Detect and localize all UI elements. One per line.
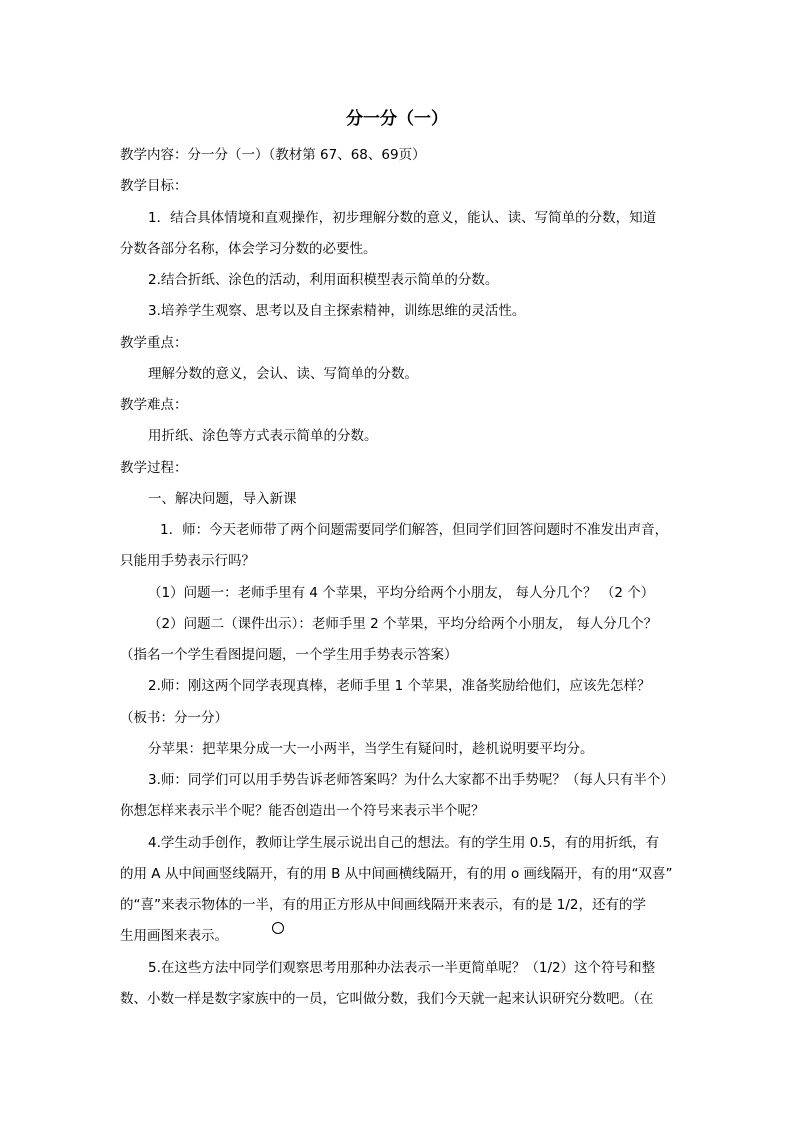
line-20: 分苹果：把苹果分成一大一小两半，当学生有疑问时，趁机说明要平均分。	[148, 741, 594, 757]
line-3: 1．结合具体情境和直观操作，初步理解分数的意义，能认、读、写简单的分数，知道	[148, 210, 657, 226]
line-27: 5.在这些方法中同学们观察思考用那种办法表示一半更简单呢？（1/2）这个符号和整	[148, 960, 656, 976]
line-22: 你想怎样来表示半个呢？能否创造出一个符号来表示半个呢？	[120, 803, 485, 819]
line-24: 的用 A 从中间画竖线隔开，有的用 B 从中间画横线隔开，有的用 o 画线隔开，有的用“双喜”	[120, 866, 673, 882]
line-23: 4.学生动手创作，教师让学生展示说出自己的想法。有的学生用 0.5，有的用折纸，有	[148, 835, 660, 851]
line-2: 教学目标：	[120, 178, 188, 194]
line-10: 用折纸、涂色等方式表示简单的分数。	[148, 428, 378, 444]
circle-symbol-icon	[272, 922, 284, 934]
line-5: 2.结合折纸、涂色的活动，利用面积模型表示简单的分数。	[148, 272, 499, 288]
page-title: 分一分（一）	[346, 109, 448, 129]
line-12: 一、解决问题，导入新课	[148, 491, 297, 507]
line-16: （2）问题二（课件出示）：老师手里 2 个苹果，平均分给两个小朋友， 每人分几个？	[148, 616, 658, 632]
line-4: 分数各部分名称，体会学习分数的必要性。	[120, 241, 377, 257]
line-11: 教学过程：	[120, 460, 188, 476]
line-19: （板书：分一分）	[120, 710, 228, 726]
line-25: 的“喜”来表示物体的一半，有的用正方形从中间画线隔开来表示，有的是 1/2，还有的学	[120, 897, 647, 913]
line-8: 理解分数的意义，会认、读、写简单的分数。	[148, 366, 418, 382]
line-28: 数、小数一样是数字家族中的一员，它叫做分数，我们今天就一起来认识研究分数吧。（在	[120, 991, 654, 1007]
line-26: 生用画图来表示。	[120, 928, 228, 944]
line-1: 教学内容：分一分（一）（教材第 67、68、69页）	[120, 147, 426, 163]
line-13: 1．师：今天老师带了两个问题需要同学们解答，但同学们回答问题时不准发出声音，	[160, 522, 669, 538]
line-6: 3.培养学生观察、思考以及自主探索精神，训练思维的灵活性。	[148, 303, 526, 319]
line-7: 教学重点：	[120, 335, 188, 351]
line-14: 只能用手势表示行吗？	[120, 553, 255, 569]
line-21: 3.师：同学们可以用手势告诉老师答案吗？为什么大家都不出手势呢？（每人只有半个）	[148, 772, 674, 788]
line-9: 教学难点：	[120, 397, 188, 413]
line-17: （指名一个学生看图提问题，一个学生用手势表示答案）	[120, 647, 458, 663]
line-15: （1）问题一：老师手里有 4 个苹果，平均分给两个小朋友， 每人分几个？ （2 个）	[148, 585, 655, 601]
line-18: 2.师：刚这两个同学表现真棒，老师手里 1 个苹果，准备奖励给他们，应该先怎样？	[148, 678, 651, 694]
